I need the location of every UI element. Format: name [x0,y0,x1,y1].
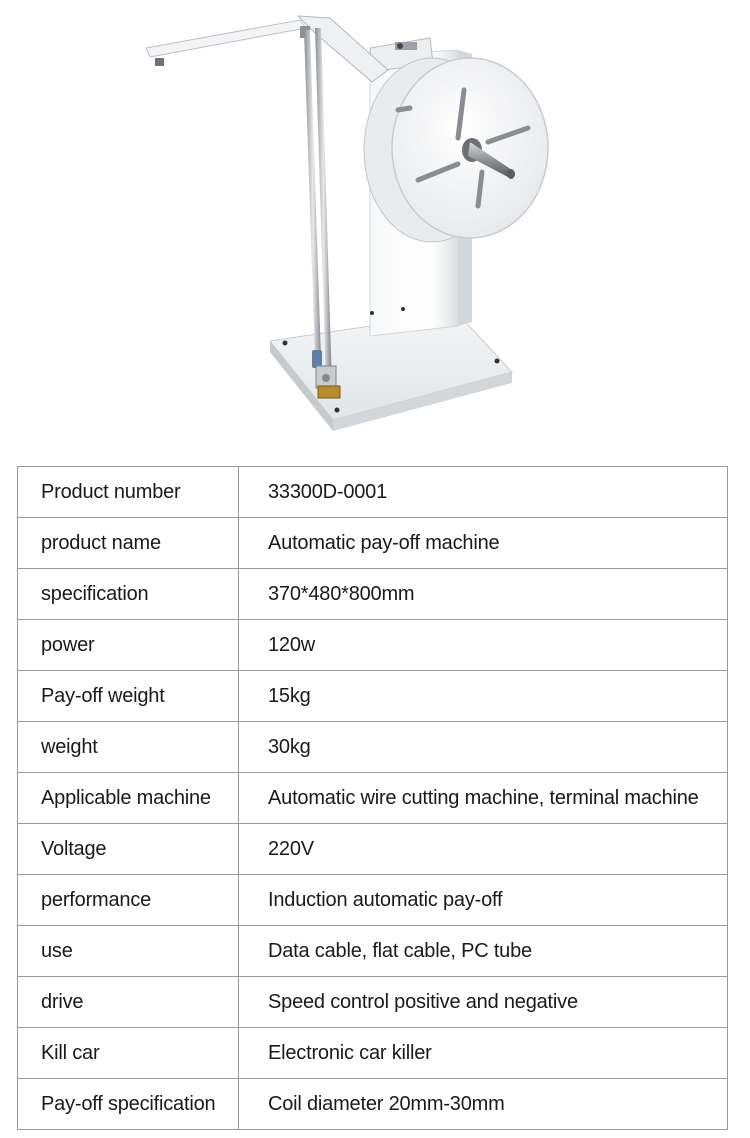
spec-label: performance [18,875,239,926]
spec-label: product name [18,518,239,569]
table-row [18,875,728,926]
spec-value: Automatic pay-off machine [239,518,728,569]
spec-value: 120w [239,620,728,671]
table-row [18,518,728,569]
product-photo [0,0,750,450]
table-row [18,671,728,722]
table-row [18,1028,728,1079]
spec-value: 15kg [239,671,728,722]
spec-value: 30kg [239,722,728,773]
table-row [18,467,728,518]
spec-label: use [18,926,239,977]
spec-value: 220V [239,824,728,875]
spec-value: Coil diameter 20mm-30mm [239,1079,728,1130]
spec-label: weight [18,722,239,773]
spec-label: specification [18,569,239,620]
spec-table-body [18,467,728,1130]
table-row [18,824,728,875]
spec-label: power [18,620,239,671]
guide-rods [304,28,332,388]
spec-value: 33300D-0001 [239,467,728,518]
spec-value: Electronic car killer [239,1028,728,1079]
spec-table [17,466,728,1130]
sensor-block [316,366,340,398]
spec-label: Pay-off specification [18,1079,239,1130]
spool-disc [364,58,548,242]
spec-value: Data cable, flat cable, PC tube [239,926,728,977]
table-row [18,773,728,824]
table-row [18,977,728,1028]
spec-label: Kill car [18,1028,239,1079]
table-row [18,722,728,773]
spec-label: drive [18,977,239,1028]
spec-value: Induction automatic pay-off [239,875,728,926]
spec-value: Speed control positive and negative [239,977,728,1028]
spec-label: Pay-off weight [18,671,239,722]
spec-label: Applicable machine [18,773,239,824]
spec-value: 370*480*800mm [239,569,728,620]
spec-value: Automatic wire cutting machine, terminal machine [239,773,728,824]
table-row [18,620,728,671]
spec-label: Product number [18,467,239,518]
table-row [18,926,728,977]
table-row [18,569,728,620]
table-row [18,1079,728,1130]
spec-label: Voltage [18,824,239,875]
swing-arm [146,16,388,82]
